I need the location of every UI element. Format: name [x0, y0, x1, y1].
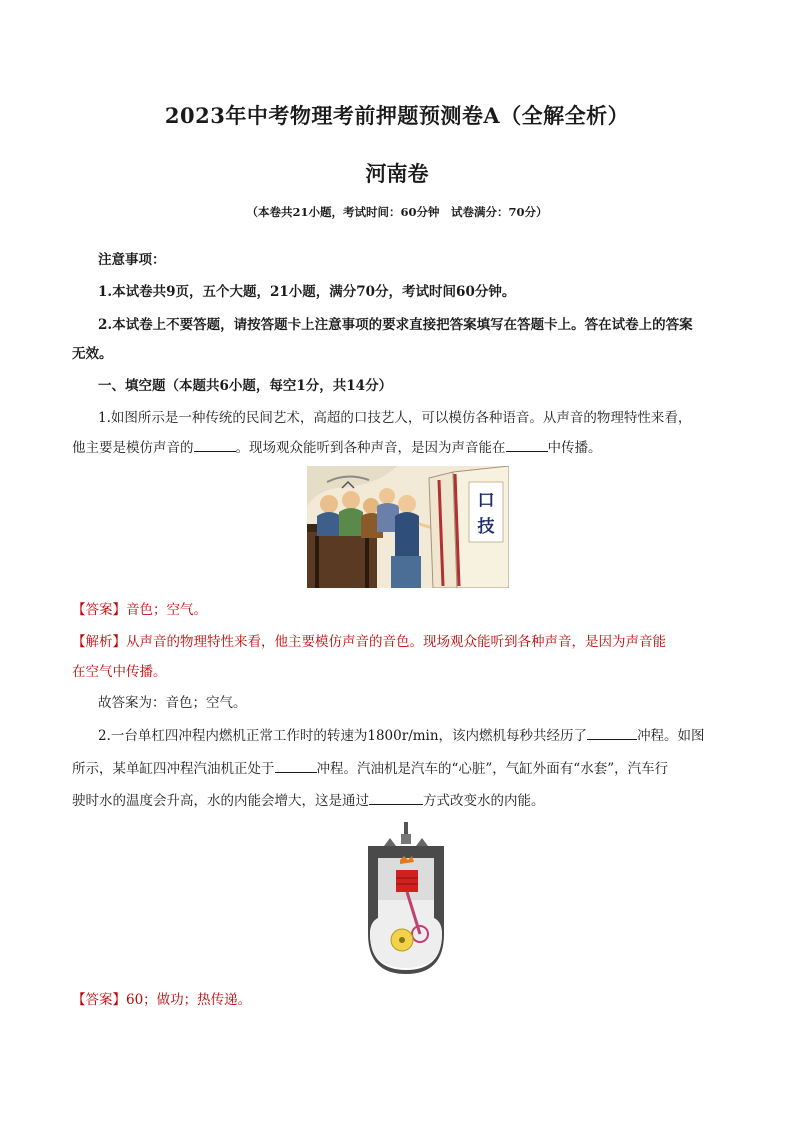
- notice-item-2b: 无效。: [72, 346, 113, 362]
- q2-line3: 驶时水的温度会升高，水的内能会增大，这是通过 方式改变水的内能。: [72, 789, 722, 813]
- q2-blank-2: [275, 758, 317, 773]
- engine-cylinder-diagram: [362, 822, 450, 974]
- q1-blank-2: [506, 437, 548, 452]
- q2-answer: 【答案】60；做功；热传递。: [72, 992, 252, 1008]
- kouji-sign-char-2: 技: [477, 517, 495, 537]
- q1-answer: 【答案】音色；空气。: [72, 602, 207, 618]
- q1-conclusion: 故答案为：音色；空气。: [98, 695, 247, 711]
- q2-blank-1: [587, 725, 637, 740]
- q1-analysis-line2: 在空气中传播。: [72, 664, 167, 680]
- exam-meta: （本卷共21小题，考试时间：60分钟 试卷满分：70分）: [246, 205, 548, 219]
- notice-heading: 注意事项：: [98, 252, 166, 268]
- kouji-sign-char-1: 口: [477, 491, 495, 511]
- page-title: 2023年中考物理考前押题预测卷A（全解全析）: [164, 103, 630, 128]
- q1-line2: 他主要是模仿声音的 。现场观众能听到各种声音，是因为声音能在 中传播。: [72, 436, 722, 460]
- q2-line1: 2.一台单杠四冲程内燃机正常工作时的转速为1800r/min，该内燃机每秒共经历了 冲程。如图: [98, 724, 722, 748]
- q1-blank-1: [194, 437, 236, 452]
- notice-item-2a: 2.本试卷上不要答题，请按答题卡上注意事项的要求直接把答案填写在答题卡上。答在试卷上的答案: [98, 317, 693, 333]
- notice-item-1: 1.本试卷共9页，五个大题，21小题，满分70分，考试时间60分钟。: [98, 284, 516, 300]
- q1-line1: 1.如图所示是一种传统的民间艺术，高超的口技艺人，可以模仿各种语音。从声音的物理特性来看，: [98, 410, 692, 426]
- kouji-illustration: [307, 466, 509, 588]
- q2-line2: 所示，某单缸四冲程汽油机正处于 冲程。汽油机是汽车的“心脏”，气缸外面有“水套”，汽车行: [72, 757, 722, 781]
- q2-blank-3: [369, 790, 423, 805]
- q1-analysis-line1: 【解析】从声音的物理特性来看，他主要模仿声音的音色。现场观众能听到各种声音，是因为声音能: [72, 634, 666, 650]
- page-subtitle: 河南卷: [365, 161, 429, 186]
- section-heading: 一、填空题（本题共6小题，每空1分，共14分）: [98, 378, 393, 394]
